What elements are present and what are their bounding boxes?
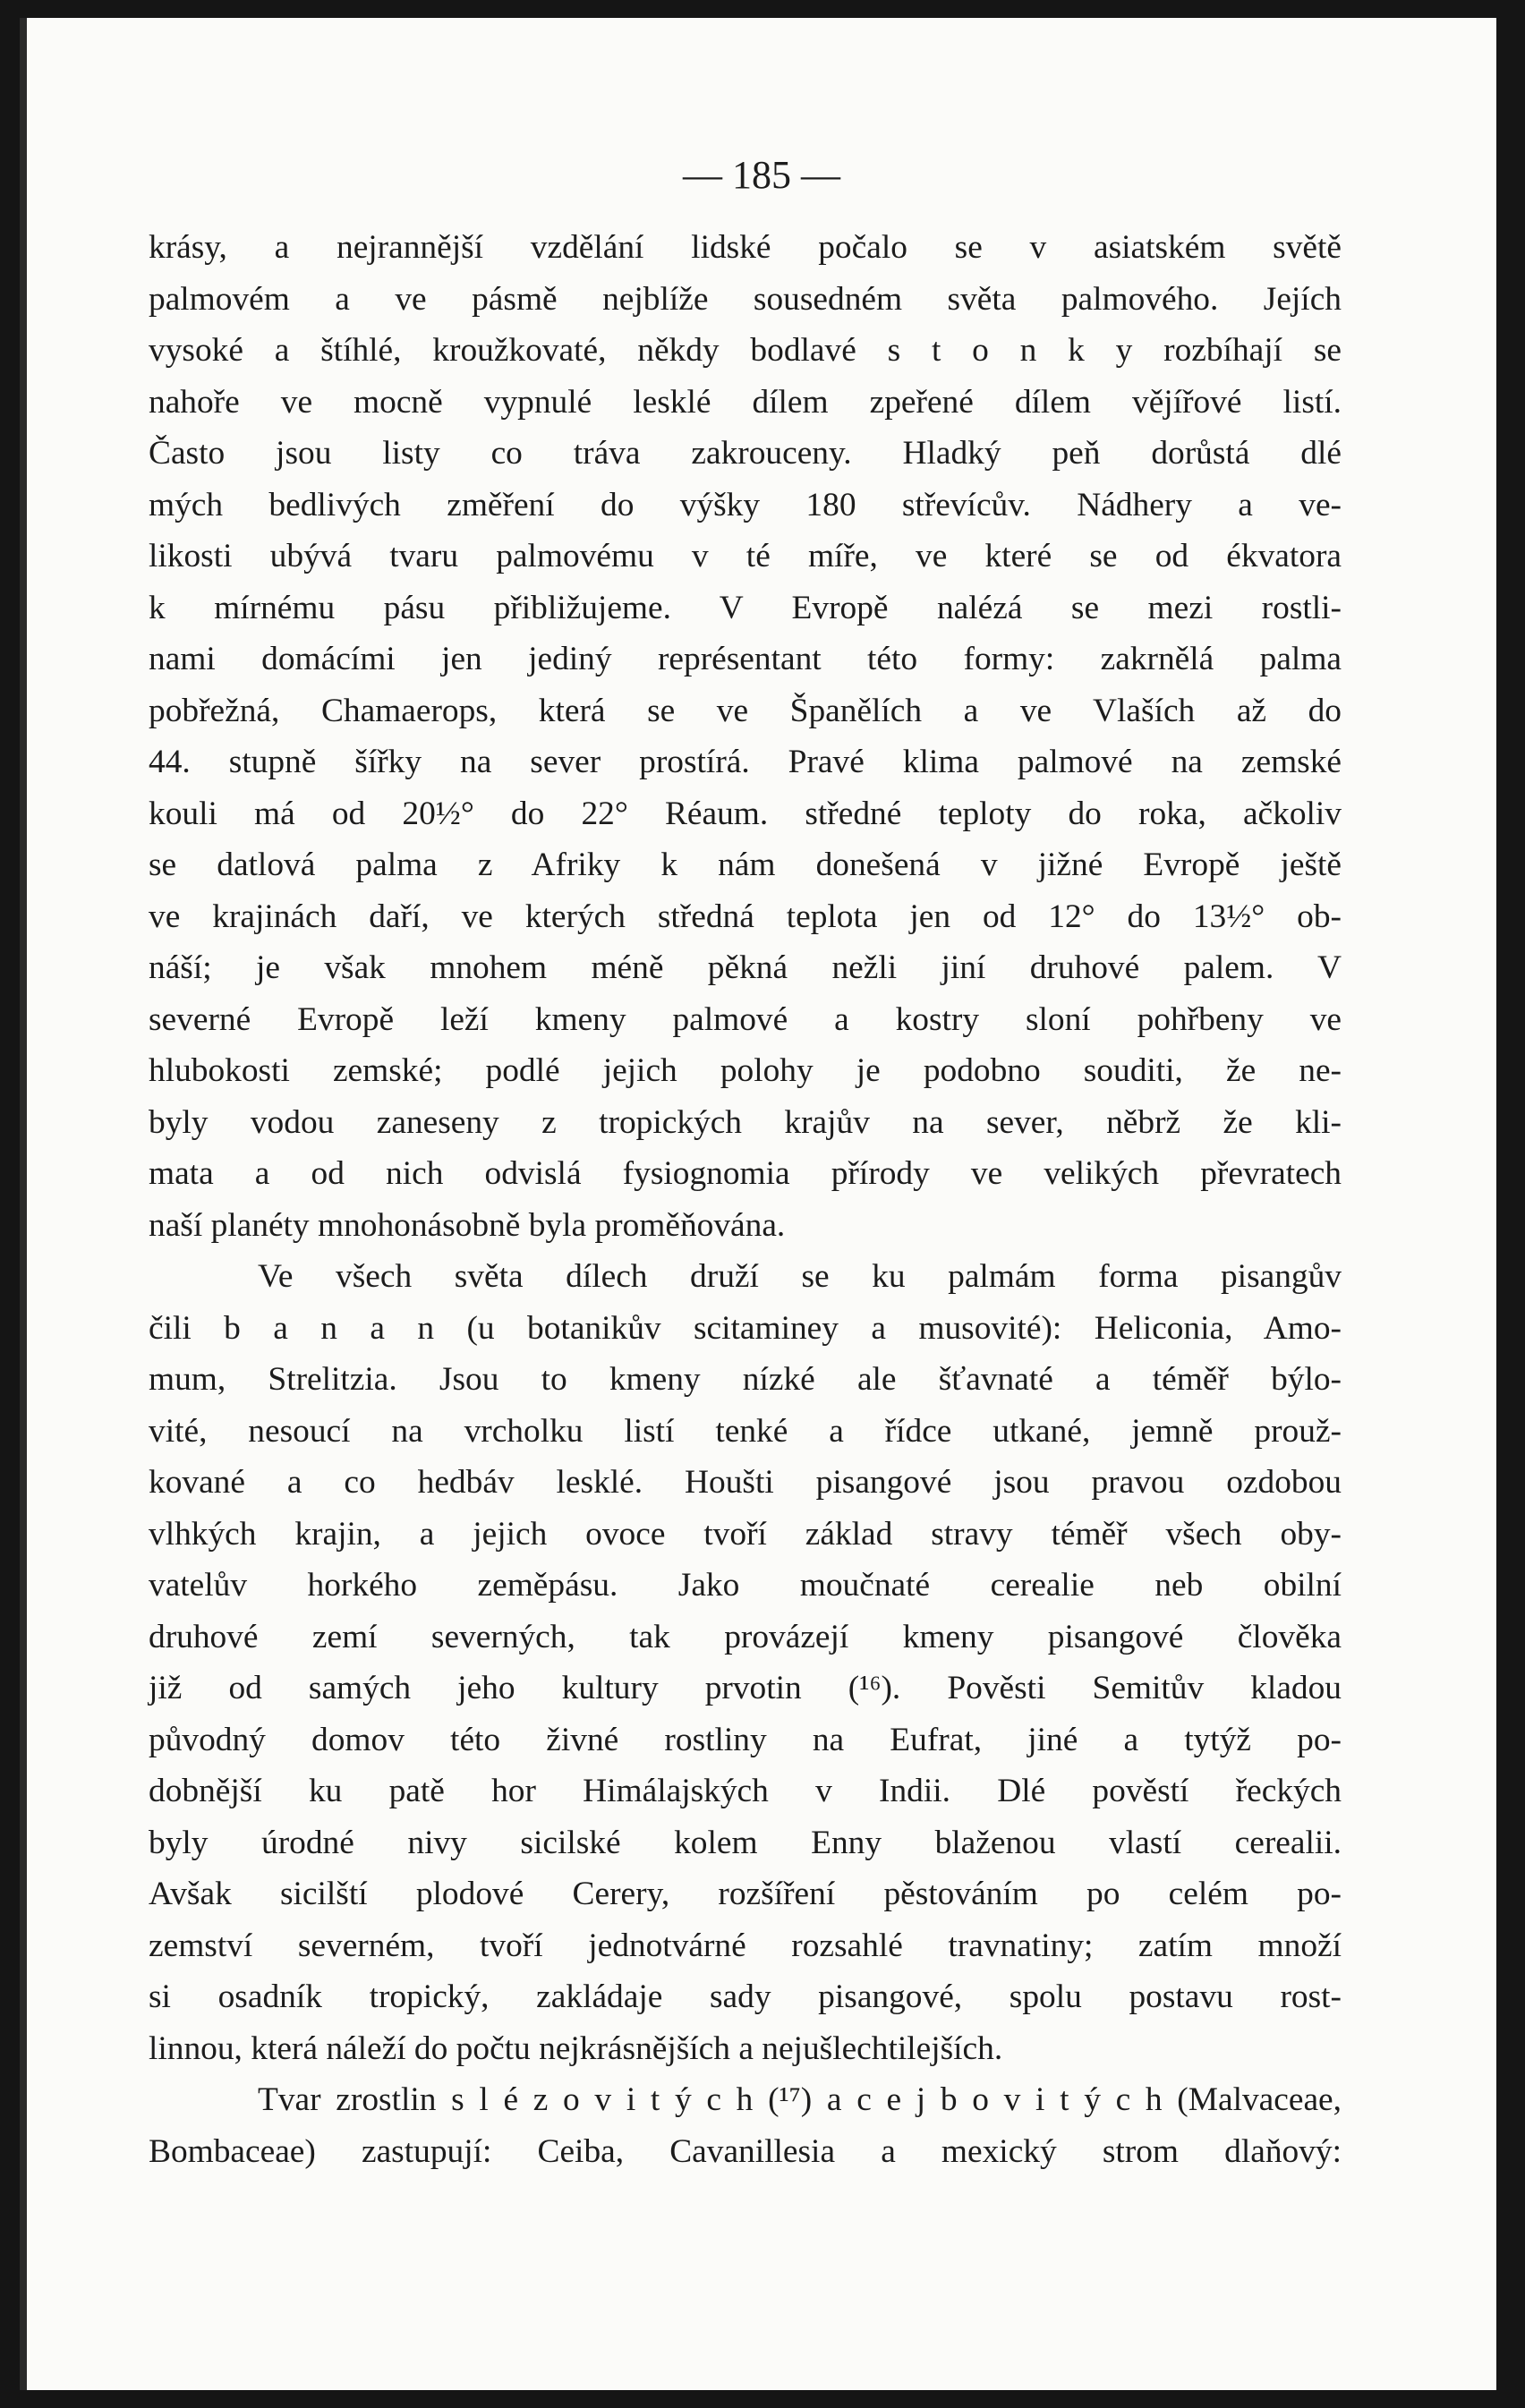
text-line: mum, Strelitzia. Jsou to kmeny nízké ale šťavnaté a téměř býlo- — [149, 1361, 1342, 1398]
text-line: zemství severném, tvoří jednotvárné rozsahlé travnatiny; zatím množí — [149, 1927, 1342, 1964]
text-line: palmovém a ve pásmě nejblíže sousedném světa palmového. Jejích — [149, 280, 1342, 318]
text-line: pobřežná, Chamaerops, která se ve Španělích a ve Vlaších až do — [149, 692, 1342, 729]
text-line: Bombaceae) zastupují: Ceiba, Cavanillesia a mexický strom dlaňový: — [149, 2132, 1342, 2170]
text-line: Avšak sicilští plodové Cerery, rozšíření pěstováním po celém po- — [149, 1876, 1342, 1912]
text-line: dobnější ku patě hor Himálajských v Indii. Dlé pověstí řeckých — [149, 1773, 1342, 1809]
text-line: Ve všech světa dílech druží se ku palmám forma pisangův — [258, 1258, 1342, 1295]
text-line: byly úrodné nivy sicilské kolem Enny blaženou vlastí cerealii. — [149, 1824, 1342, 1861]
text-line: severné Evropě leží kmeny palmové a kostry sloní pohřbeny ve — [149, 1000, 1342, 1038]
book-page — [20, 18, 1496, 2390]
text-line: mých bedlivých změření do výšky 180 střevícův. Nádhery a ve- — [149, 486, 1342, 523]
text-line: hlubokosti zemské; podlé jejich polohy je podobno souditi, že ne- — [149, 1052, 1342, 1089]
text-line: Tvar zrostlin s l é z o v i t ý c h (¹⁷) a c e j b o v i t ý c h (Malvaceae, — [258, 2081, 1342, 2118]
text-line: kouli má od 20½° do 22° Réaum. středné teploty do roka, ačkoliv — [149, 795, 1342, 832]
text-line: vlhkých krajin, a jejich ovoce tvoří základ stravy téměř všech oby- — [149, 1515, 1342, 1553]
text-line: k mírnému pásu přibližujeme. V Evropě nalézá se mezi rostli- — [149, 589, 1342, 626]
text-line: se datlová palma z Afriky k nám donešená v jižné Evropě ještě — [149, 847, 1342, 883]
text-line: již od samých jeho kultury prvotin (¹⁶). Pověsti Semitův kladou — [149, 1670, 1342, 1706]
text-line: linnou, která náleží do počtu nejkrásnějších a nejušlechtilejších. — [149, 2029, 1003, 2067]
text-line: druhové zemí severných, tak provázejí kmeny pisangové člověka — [149, 1618, 1342, 1655]
text-line: byly vodou zaneseny z tropických krajův na sever, něbrž že kli- — [149, 1103, 1342, 1141]
text-line: vatelův horkého zeměpásu. Jako moučnaté cerealie neb obilní — [149, 1567, 1342, 1604]
text-line: kované a co hedbáv lesklé. Houšti pisangové jsou pravou ozdobou — [149, 1464, 1342, 1501]
text-line: náší; je však mnohem méně pěkná nežli jiní druhové palem. V — [149, 949, 1342, 986]
page-number: — 185 — — [683, 153, 840, 197]
text-line: likosti ubývá tvaru palmovému v té míře, ve které se od ékvatora — [149, 538, 1342, 574]
text-line: vité, nesoucí na vrcholku listí tenké a řídce utkané, jemně prouž- — [149, 1412, 1342, 1450]
text-line: nahoře ve mocně vypnulé lesklé dílem zpeřené dílem vějířové listí. — [149, 383, 1342, 421]
text-line: mata a od nich odvislá fysiognomia přírody ve velikých převratech — [149, 1155, 1342, 1192]
text-line: čili b a n a n (u botanikův scitaminey a musovité): Heliconia, Amo- — [149, 1309, 1342, 1347]
text-line: 44. stupně šířky na sever prostírá. Pravé klima palmové na zemské — [149, 744, 1342, 780]
text-line: naší planéty mnohonásobně byla proměňována. — [149, 1206, 786, 1244]
text-line: krásy, a nejrannější vzdělání lidské počalo se v asiatském světě — [149, 229, 1342, 266]
text-line: nami domácími jen jediný représentant této formy: zakrnělá palma — [149, 641, 1342, 677]
text-line: ve krajinách daří, ve kterých středná teplota jen od 12° do 13½° ob- — [149, 898, 1342, 935]
text-line: původný domov této živné rostliny na Eufrat, jiné a tytýž po- — [149, 1721, 1342, 1758]
text-line: si osadník tropický, zakládaje sady pisangové, spolu postavu rost- — [149, 1978, 1342, 2015]
text-line: vysoké a štíhlé, kroužkovaté, někdy bodlavé s t o n k y rozbíhají se — [149, 332, 1342, 369]
text-line: Často jsou listy co tráva zakrouceny. Hladký peň dorůstá dlé — [149, 435, 1342, 472]
body-text — [149, 222, 1342, 2177]
